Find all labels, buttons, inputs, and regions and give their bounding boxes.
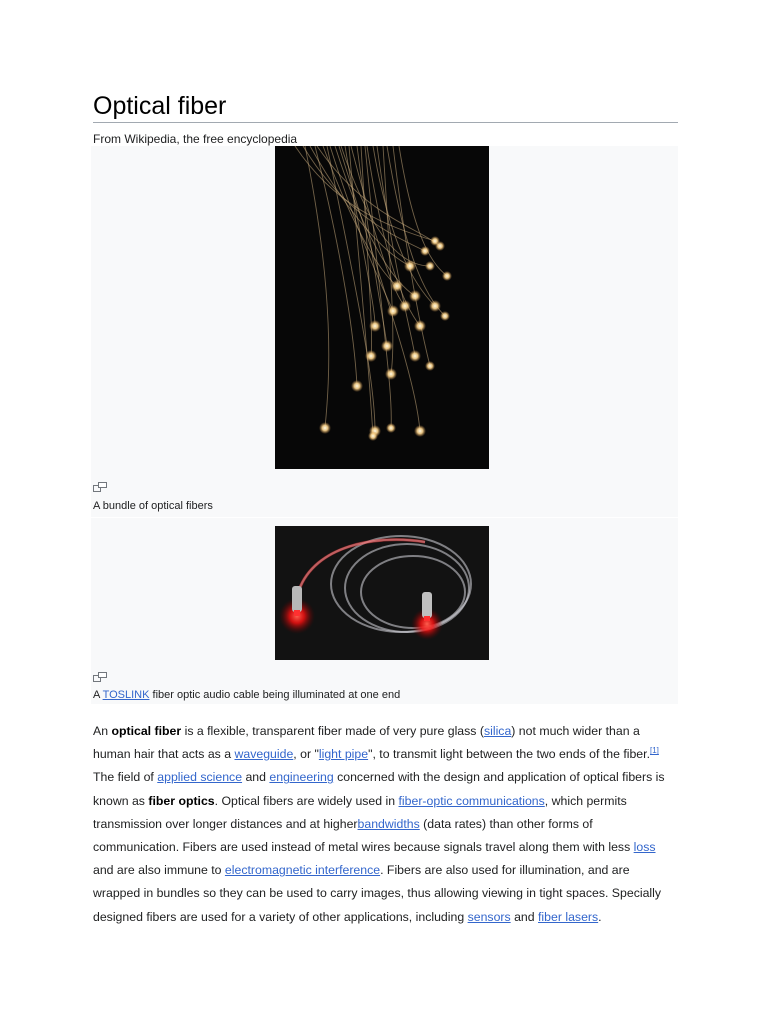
paragraph-text: (data rates) than other forms of communication. Fibers are used instead of metal wires because signals travel along them with less xyxy=(93,816,634,855)
paragraph-text: and are also immune to xyxy=(93,863,225,878)
paragraph-text: ", to transmit light between the two ends of the fiber. xyxy=(368,747,650,762)
toslink-link[interactable]: TOSLINK xyxy=(102,689,150,701)
paragraph-text: concerned with the design and application of optical fibers is known as xyxy=(93,770,665,808)
page-subtitle: From Wikipedia, the free encyclopedia xyxy=(93,132,298,146)
paragraph-text: . Fibers are also used for illumination, and are wrapped in bundles so they can be used to carry images, thus allowing viewing in tight spaces. Specially designed fibers are used for a variety of other applications, including xyxy=(93,863,662,924)
fiber-bundle-illustration xyxy=(275,146,489,469)
reference-link[interactable]: [1] xyxy=(649,746,659,756)
fiber-lasers-link[interactable]: fiber lasers xyxy=(538,909,599,924)
electromagnetic-interference-link[interactable]: electromagnetic interference xyxy=(224,863,381,878)
paragraph-text: ) not much wider than a human hair that acts as a xyxy=(93,724,640,762)
fiber-bundle-image[interactable] xyxy=(275,146,489,469)
silica-link[interactable]: silica xyxy=(483,724,512,738)
caption-text: fiber optic audio cable being illuminated at one end xyxy=(149,689,401,701)
bandwidths-link[interactable]: bandwidths xyxy=(357,816,420,831)
fiber-optic-communications-link[interactable]: fiber-optic communications xyxy=(398,793,545,808)
figure-caption: A bundle of optical fibers xyxy=(93,500,213,512)
intro-paragraph xyxy=(93,720,678,929)
enlarge-icon[interactable] xyxy=(93,669,107,679)
bold-term: fiber optics xyxy=(148,793,215,808)
paragraph-text: An xyxy=(93,724,112,738)
loss-link[interactable]: loss xyxy=(633,840,656,855)
toslink-cable-image[interactable] xyxy=(275,526,489,660)
paragraph-text: , which permits transmission over longer distances and at higher xyxy=(93,793,627,831)
light-pipe-link[interactable]: light pipe xyxy=(318,747,369,762)
toslink-cable-illustration xyxy=(275,526,489,660)
paragraph-text: The field of xyxy=(93,770,158,785)
enlarge-icon[interactable] xyxy=(93,479,107,489)
paragraph-text: , or " xyxy=(293,747,319,762)
page-title: Optical fiber xyxy=(93,92,678,123)
caption-text: A xyxy=(93,689,103,701)
bold-term: optical fiber xyxy=(111,724,182,738)
paragraph-text: is a flexible, transparent fiber made of very pure glass ( xyxy=(181,724,484,738)
applied-science-link[interactable]: applied science xyxy=(157,770,243,785)
engineering-link[interactable]: engineering xyxy=(269,770,334,785)
paragraph-text: and xyxy=(242,770,270,785)
figure-fiber-bundle xyxy=(91,146,678,517)
paragraph-text: . xyxy=(598,909,602,924)
sensors-link[interactable]: sensors xyxy=(467,909,511,924)
figure-toslink-cable xyxy=(91,518,678,704)
paragraph-text: and xyxy=(510,909,539,924)
figure-caption xyxy=(93,689,400,701)
paragraph-text: . Optical fibers are widely used in xyxy=(214,793,399,808)
waveguide-link[interactable]: waveguide xyxy=(234,747,294,762)
